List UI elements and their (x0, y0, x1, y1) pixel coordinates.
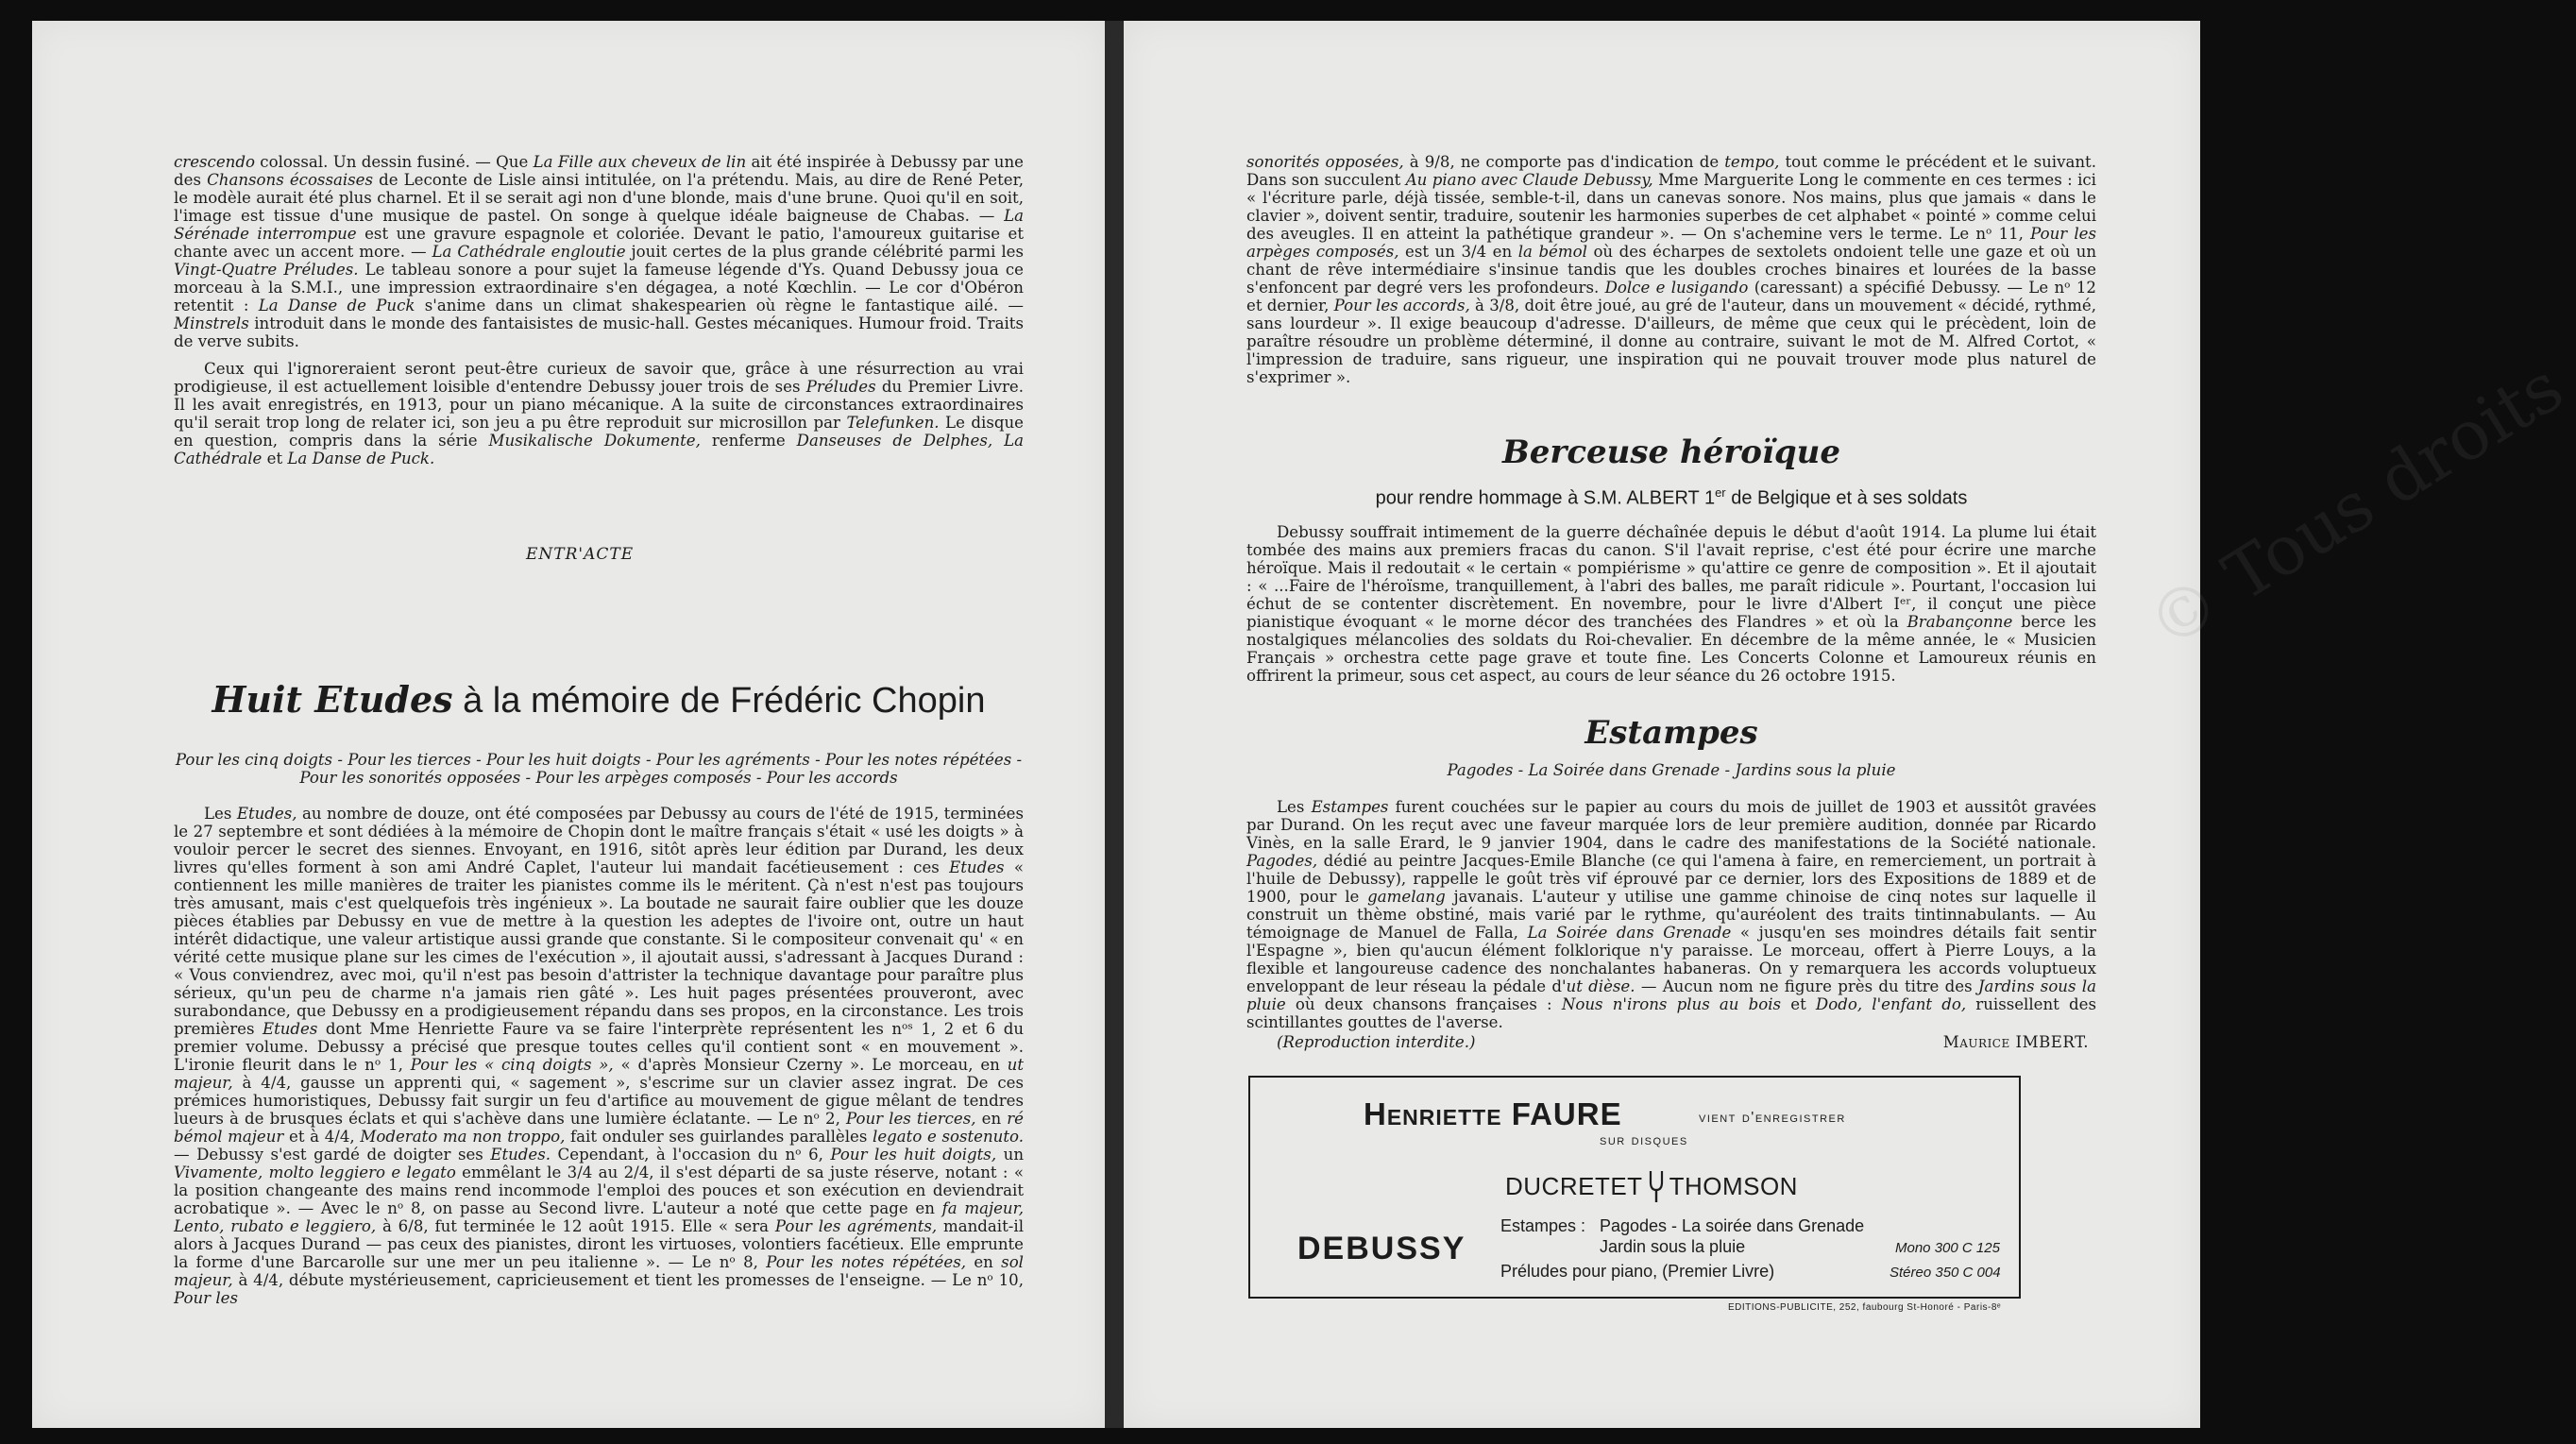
ad-composer: DEBUSSY (1297, 1231, 1466, 1266)
watermark-text: © Tous droits (2134, 347, 2576, 665)
label-thomson: THOMSON (1669, 1171, 1798, 1200)
right-page (1124, 21, 2576, 1428)
credit-row (1246, 1033, 2096, 1051)
estampes-subtitle: Pagodes - La Soirée dans Grenade - Jardins sous la pluie (1447, 761, 1896, 779)
etudes-paragraph: Les Etudes, au nombre de douze, ont été composées par Debussy au cours de l'été de 1915, terminées le 27 septembre et sont dédiées à la mémoire de Chopin dont le maître français s'était « usé les doigts » à vouloir percer le secret des siennes. Envoyant, en 1916, sitôt après leur édition par Durand, les deux livres qu'elles forment à son ami André Caplet, l'auteur lui mandait facétieusement : ces Etudes « contiennent les mille manières de traiter les pianistes comme ils le méritent. Çà n'est n'est pas toujours très amusant, mais c'est quelquefois très ingénieux ». La boutade ne saurait faire oublier que les douze pièces établies par Debussy en vue de mettre à la question les adeptes de l'ivoire ont, outre un haut intérêt didactique, une valeur artistique aussi grande que constante. Si le compositeur convenait qu' « en vérité cette musique plane sur les cimes de l'exécution », il ajoutait aussi, s'adressant à Jacques Durand : « Vous conviendrez, avec moi, qu'il n'est pas besoin d'attrister la technique davantage pour paraître plus sérieux, qu'un peu de charme n'a jamais rien gâté ». Les huit pages présentées prouveront, avec surabondance, que Debussy en a prodigieusement répandu dans ses propos, en la circonstance. Les trois premières Etudes dont Mme Henriette Faure va se faire l'interprète représentent les nᵒˢ 1, 2 et 6 du premier volume. Debussy a précisé que presque toutes celles qu'il contient sont « en mouvement ». L'ironie fleurit dans le nᵒ 1, Pour les « cinq doigts », « d'après Monsieur Czerny ». Le morceau, en ut majeur, à 4/4, gausse un apprenti qui, « sagement », s'escrime sur un clavier assez ingrat. De ces prémices humoristiques, Debussy fait surgir un feu d'artifice au mouvement de gigue mêlant de tendres lueurs à de brusques éclats et qui s'achève dans une lumière éclatante. — Le nᵒ 2, Pour les tierces, en ré bémol majeur et à 4/4, Moderato ma non troppo, fait onduler ses guirlandes parallèles legato e sostenuto. — Debussy s'est gardé de doigter ses Etudes. Cependant, à l'occasion du nᵒ 6, Pour les huit doigts, un Vivamente, molto leggiero e legato emmêlant le 3/4 au 2/4, il s'est départi de sa juste réserve, notant : « la position changeante des mains rend incommode l'emploi des pouces et son exécution en deviendrait acrobatique ». — Avec le nᵒ 8, on passe au Second livre. L'auteur a noté que cette page en fa majeur, Lento, rubato e leggiero, à 6/8, fut terminée le 12 août 1915. Elle « sera Pour les agréments, mandait-il alors à Jacques Durand — pas ceux des pianistes, diront les virtuoses, volontiers facétieux. Elle emprunte la forme d'une Barcarolle sur une mer un peu italienne ». — Le nᵒ 8, Pour les notes répétées, en sol majeur, à 4/4, débute mystérieusement, capricieusement et tient les promesses de l'enseigne. — Le nᵒ 10, Pour les (174, 805, 1025, 1307)
reproduction-notice: (Reproduction interdite.) (1277, 1033, 1476, 1051)
estampes-paragraph: Les Estampes furent couchées sur le papier au cours du mois de juillet de 1903 et aussitôt gravées par Durand. On les reçut avec une faveur marquée lors de leur première audition, donnée par Ricardo Vinès, en la salle Erard, le 9 janvier 1904, dans le cadre des manifestations de la Société nationale. Pagodes, dédié au peintre Jacques-Emile Blanche (ce qui l'amena à faire, en remerciement, un portrait à l'huile de Debussy), rappelle le goût très vif éprouvé par ce dernier, lors des Expositions de 1889 et de 1900, pour le gamelang javanais. L'auteur y utilise une gamme chinoise de cinq notes sur laquelle il construit un thème obstiné, mais varié par le rythme, qu'auréolent des traits tintinnabulants. — Au témoignage de Manuel de Falla, La Soirée dans Grenade « jusqu'en ses moindres détails fait sentir l'Espagne », bien qu'aucun élément folklorique n'y paraisse. Le morceau, offert à Pierre Louys, a la flexible et langoureuse cadence des nonchalantes habaneras. On y remarquera les accords voluptueux enveloppant de leur réseau la pédale d'ut dièse. — Aucun nom ne figure près du titre des Jardins sous la pluie où deux chansons françaises : Nous n'irons plus au bois et Dodo, l'enfant do, ruissellent des scintillantes gouttes de l'averse. (1246, 798, 2096, 1031)
book-spine (1105, 21, 1124, 1428)
intro-text (174, 153, 1024, 467)
ad-estampes-pieces-2: Jardin sous la pluie (1600, 1237, 1746, 1256)
ad-sur-disques: sur disques (1600, 1132, 1688, 1148)
berceuse-text (1246, 523, 2096, 685)
ad-vient-text: vient d'enregistrer (1699, 1110, 1846, 1126)
entracte-heading: ENTR'ACTE (526, 545, 635, 564)
estampes-title: Estampes (1585, 714, 1758, 752)
record-advertisement (1248, 1076, 2021, 1299)
huit-etudes-title: Huit Etudes à la mémoire de Frédéric Chopin (212, 678, 986, 721)
berceuse-title: Berceuse héroïque (1502, 433, 1840, 471)
left-page (32, 21, 1105, 1428)
berceuse-paragraph: Debussy souffrait intimement de la guerre déchaînée depuis le début d'août 1914. La plume lui était tombée des mains aux premiers fracas du canon. S'il l'avait reprise, c'est été pour écrire une marche héroïque. Mais il redoutait « le certain « pompiérisme » qu'attire ce genre de composition ». Et il ajoutait : « ...Faire de l'héroïsme, tranquillement, à l'abri des balles, me paraît ridicule ». Pourtant, l'occasion lui échut de se contenter discrètement. En novembre, pour le livre d'Albert Iᵉʳ, il conçut une pièce pianistique évoquant « le morne décor des tranchées des Flandres » et où la Brabançonne berce les nostalgiques mélancolies des soldats du Roi-chevalier. En décembre de la même année, le « Musicien Français » orchestra cette page grave et toute fine. Les Concerts Colonne et Lamoureux réunis en offrirent la primeur, sous cet aspect, au cours de leur séance du 26 octobre 1915. (1246, 523, 2097, 685)
huit-etudes-subtitle: Pour les cinq doigts - Pour les tierces - Pour les huit doigts - Pour les agréments - Pour les notes répétées - Pour les sonorités opposées - Pour les arpèges composés - Pour les accords (175, 751, 1023, 787)
tuning-fork-icon (1647, 1169, 1666, 1203)
etudes-text (174, 805, 1024, 1307)
record-label-logo (1505, 1169, 1798, 1203)
berceuse-subtitle: pour rendre hommage à S.M. ALBERT 1er de Belgique et à ses soldats (1375, 485, 1968, 509)
author-signature: Maurice IMBERT. (1942, 1033, 2089, 1051)
intro-paragraph-2: Ceux qui l'ignoreraient seront peut-être curieux de savoir que, grâce à une résurrection au vrai prodigieuse, il est actuellement loisible d'entendre Debussy jouer trois de ses Préludes du Premier Livre. Il les avait enregistrés, en 1913, pour un piano mécanique. A la suite de circonstances extraordinaires qu'il serait trop long de relater ici, son jeu a pu être reproduit sur microsillon par Telefunken. Le disque en question, compris dans la série Musikalische Dokumente, renferme Danseuses de Delphes, La Cathédrale et La Danse de Puck. (174, 360, 1024, 467)
label-ducretet: DUCRETET (1505, 1171, 1643, 1200)
etudes-continued-paragraph: sonorités opposées, à 9/8, ne comporte pas d'indication de tempo, tout comme le précédent et le suivant. Dans son succulent Au piano avec Claude Debussy, Mme Marguerite Long le commente en ces termes : ici « l'écriture parle, déjà tissée, semble-t-il, dans un canevas sonore. Nos mains, plus que jamais « dans le clavier », doivent sentir, traduire, soutenir les harmonies superbes de cet alphabet « pointé » comme celui des aveugles. Il en atteint la pathétique grandeur ». — On s'achemine vers le terme. Le nᵒ 11, Pour les arpèges composés, est un 3/4 en la bémol où des écharpes de sextolets ondoient telle une gaze et où un chant de rêve intermédiaire s'insinue tandis que les doubles croches binaires et lourées de la basse s'enfoncent par degré vers les profondeurs. Dolce e lusigando (caressant) a spécifié Debussy. — Le nᵒ 12 et dernier, Pour les accords, à 3/8, doit être joué, au gré de l'auteur, dans un mouvement « décidé, rythmé, sans lourdeur ». Il exige beaucoup d'adresse. D'ailleurs, de même que ceux qui le précèdent, loin de paraître résoudre un problème déterminé, il donne au contraire, suivant le mot de M. Alfred Cortot, « l'impression de traduire, sans rigueur, une inspiration qui ne pouvait trouver mode plus naturel de s'exprimer ». (1246, 153, 2097, 386)
etudes-continued-text (1246, 153, 2096, 386)
ad-estampes-label: Estampes : (1500, 1216, 1586, 1235)
publisher-imprint: EDITIONS-PUBLICITE, 252, faubourg St-Honoré - Paris-8ᵉ (1728, 1302, 2002, 1313)
ad-stereo-catalog: Stéreo 350 C 004 (1890, 1265, 2001, 1281)
ad-estampes-pieces-1: Pagodes - La soirée dans Grenade (1600, 1216, 1865, 1235)
estampes-text (1246, 798, 2096, 1031)
ad-preludes: Préludes pour piano, (Premier Livre) (1500, 1262, 1775, 1281)
ad-headline: Henriette FAURE (1364, 1096, 1622, 1131)
intro-paragraph-1: crescendo colossal. Un dessin fusiné. — Que La Fille aux cheveux de lin ait été inspirée à Debussy par une des Chansons écossaises de Leconte de Lisle ainsi intitulée, on l'a prétendu. Mais, au dire de René Peter, le modèle aurait été plus charnel. Et il se serait agi non d'une blonde, mais d'une brune. Quoi qu'il en soit, l'image est tissue d'une musique de pastel. On songe à quelque idéale baigneuse de Chabas. — La Sérénade interrompue est une gravure espagnole et coloriée. Devant le patio, l'amoureux guitarise et chante avec un accent more. — La Cathédrale engloutie jouit certes de la plus grande célébrité parmi les Vingt-Quatre Préludes. Le tableau sonore a pour sujet la fameuse légende d'Ys. Quand Debussy joua ce morceau à la S.M.I., une impression extraordinaire s'en dégagea, a noté Kœchlin. — Le cor d'Obéron retentit : La Danse de Puck s'anime dans un climat shakespearien où règne le fantastique ailé. — Minstrels introduit dans le monde des fantaisistes de music-hall. Gestes mécaniques. Humour froid. Traits de verve subits. (174, 153, 1025, 350)
ad-mono-catalog: Mono 300 C 125 (1895, 1240, 2000, 1256)
